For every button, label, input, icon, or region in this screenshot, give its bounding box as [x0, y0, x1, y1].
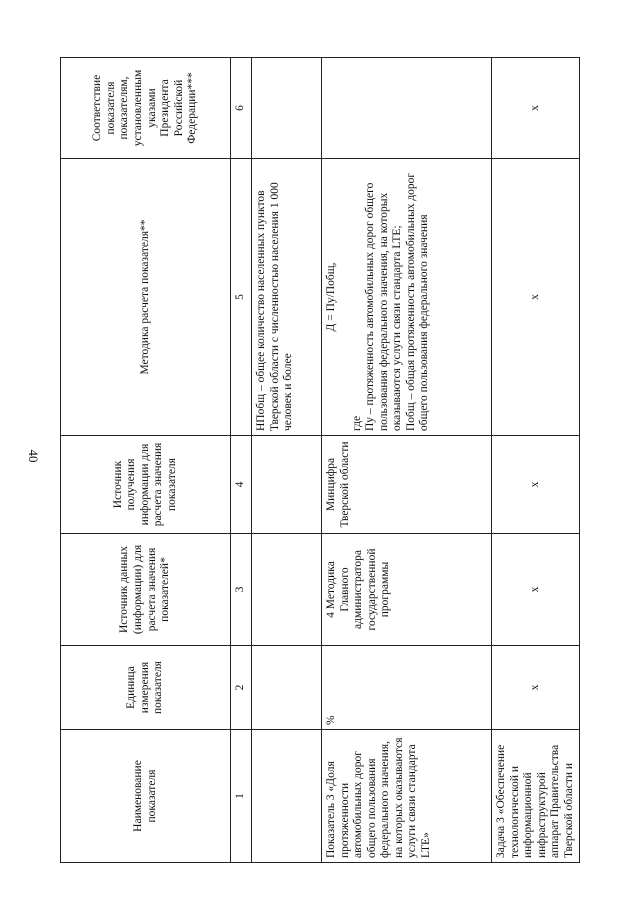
col-header-unit: Единица измерения показателя [61, 646, 231, 730]
col-header-compliance: Соответствие показателя показателям, установленным указами Президента Российской Федерации*** [61, 58, 231, 159]
rotated-page [60, 58, 575, 863]
col-header-method: Методика расчета показателя** [61, 159, 231, 436]
method-line: НПобщ – общее количество населенных пунктов Тверской области с численностью населения 1 000 человек и более [255, 182, 295, 431]
col-header-data-source: Источник данных (информации) для расчета значения показателей* [61, 534, 231, 646]
col-num: 3 [231, 534, 252, 646]
col-num: 5 [231, 159, 252, 436]
col-num: 1 [231, 730, 252, 863]
cell-data-source: x [492, 534, 580, 646]
method-formula: Д = Пу/Побщ, [325, 262, 337, 332]
table-row [492, 58, 580, 863]
cell-method: x [492, 159, 580, 436]
cell-method [322, 159, 492, 436]
table-row [252, 58, 322, 863]
method-line: где [350, 415, 363, 431]
cell-info-source [252, 436, 322, 534]
page-number: 40 [26, 449, 41, 463]
cell-compliance: x [492, 58, 580, 159]
cell-unit [252, 646, 322, 730]
col-num: 2 [231, 646, 252, 730]
cell-compliance [252, 58, 322, 159]
cell-compliance [322, 58, 492, 159]
table-row [322, 58, 492, 863]
method-line: Побщ – общая протяженность автомобильных дорог общего пользования федерального значения [404, 172, 431, 431]
col-header-info-source: Источник получения информации для расчета значения показателя [61, 436, 231, 534]
cell-data-source: 4 Методика Главного администратора государственной программы [322, 534, 492, 646]
header-row [61, 58, 231, 863]
col-num: 4 [231, 436, 252, 534]
cell-name: Показатель 3 «Доля протяженности автомобильных дорог общего пользования федерального значения, на которых оказываются услуги связи стандарта LTE» [322, 730, 492, 863]
cell-info-source: Минцифра Тверской области [322, 436, 492, 534]
cell-name [252, 730, 322, 863]
cell-data-source [252, 534, 322, 646]
column-number-row [231, 58, 252, 863]
method-line: Пу – протяженность автомобильных дорог общего пользования федерального значения, на которых оказываются услуги связи стандарта LTE; [364, 182, 404, 431]
indicators-table [60, 57, 580, 863]
col-header-name: Наименование показателя [61, 730, 231, 863]
cell-unit: x [492, 646, 580, 730]
cell-info-source: x [492, 436, 580, 534]
cell-name: Задача 3 «Обеспечение технологической и информационной инфраструктурой аппарат Правительства Тверской области и [492, 730, 580, 863]
cell-unit: % [322, 646, 492, 730]
col-num: 6 [231, 58, 252, 159]
cell-method [252, 159, 322, 436]
